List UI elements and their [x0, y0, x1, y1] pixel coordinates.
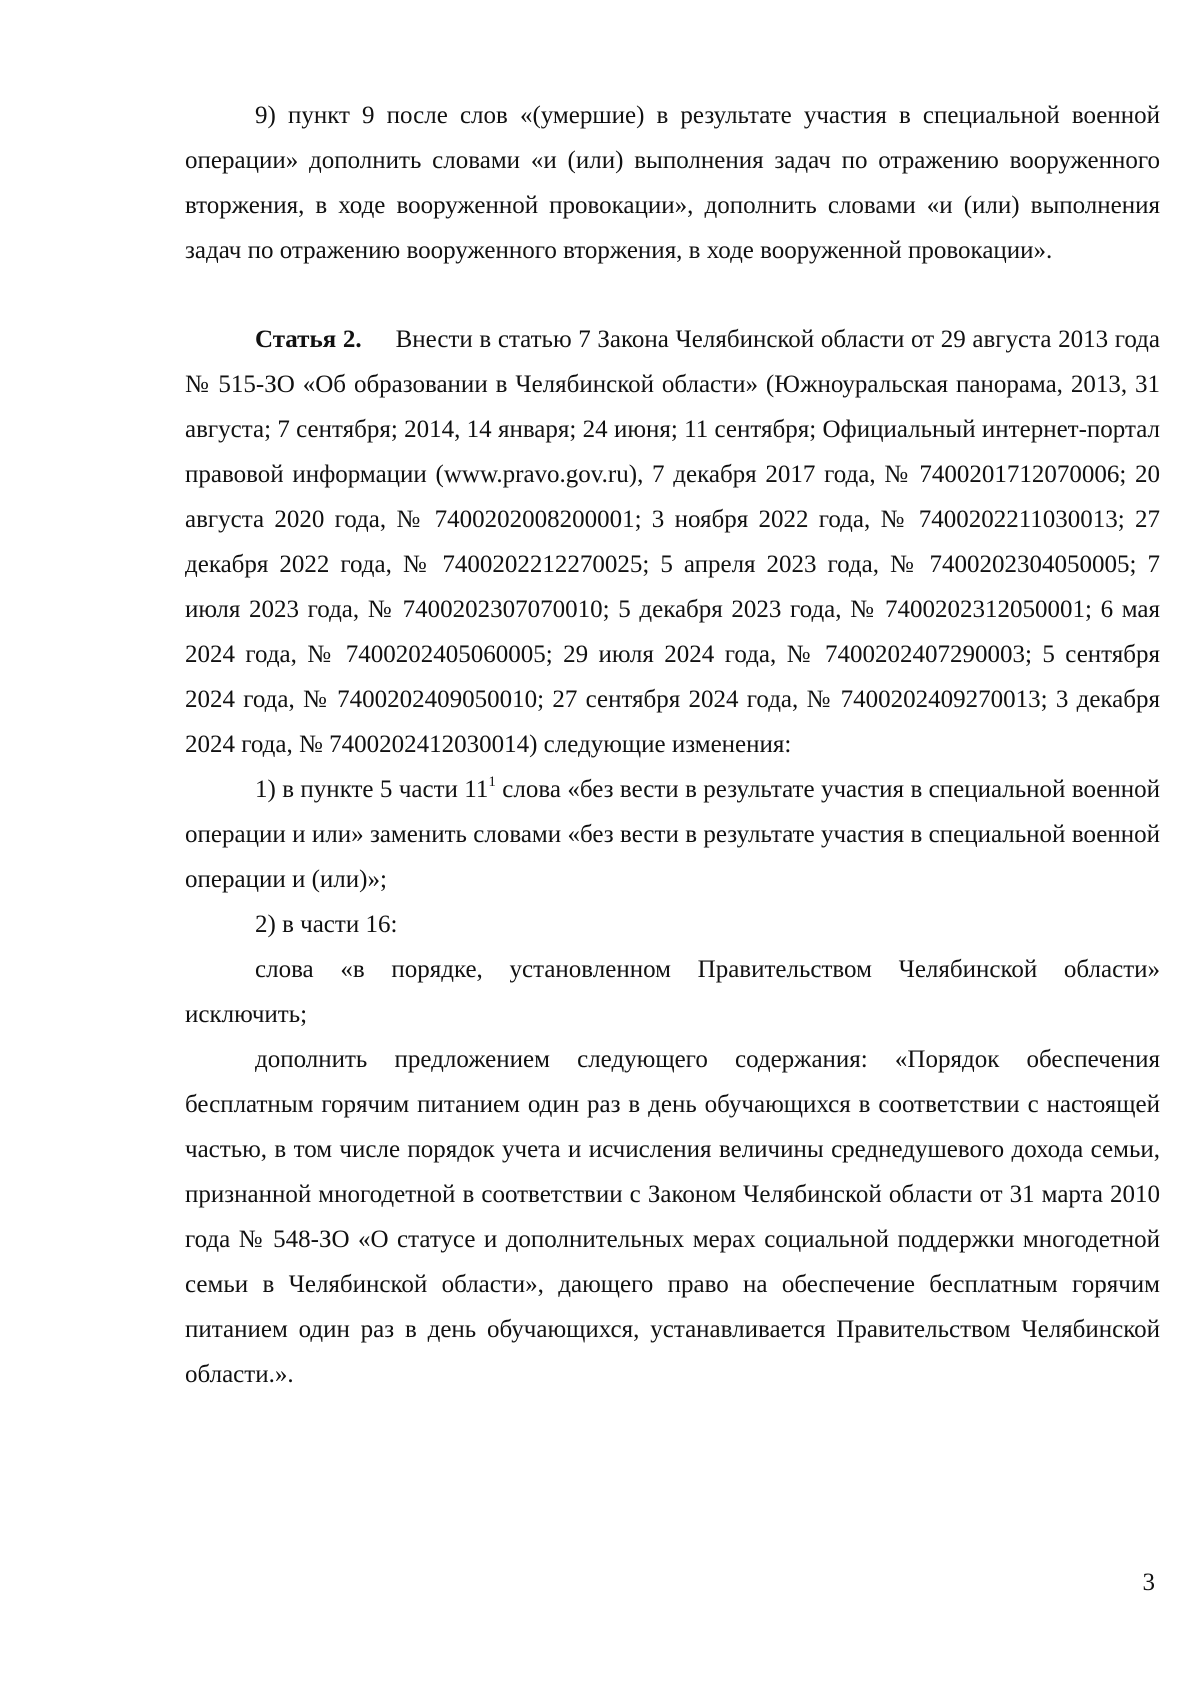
document-body [185, 93, 1160, 1397]
change-1-after: слова «без вести в результате участия в специальной военной операции и или» заменить словами «без вести в результате участия в специальной военной операции и (или)»; [185, 776, 1161, 893]
paragraph-change-2-intro: 2) в части 16: [255, 911, 398, 938]
article-2-text: Внести в статью 7 Закона Челябинской области от 29 августа 2013 года № 515-ЗО «Об образовании в Челябинской области» (Южноуральская панорама, 2013, 31 августа; 7 сентября; 2014, 14 января; 24 июня; 11 сентября; Официальный интернет-портал правовой информации (www.pravo.gov.ru), 7 декабря 2017 года, № 7400201712070006; 20 августа 2020 года, № 7400202008200001; 3 ноября 2022 года, № 7400202211030013; 27 декабря 2022 года, № 7400202212270025; 5 апреля 2023 года, № 7400202304050005; 7 июля 2023 года, № 7400202307070010; 5 декабря 2023 года, № 7400202312050001; 6 мая 2024 года, № 7400202405060005; 29 июля 2024 года, № 7400202407290003; 5 сентября 2024 года, № 7400202409050010; 27 сентября 2024 года, № 7400202409270013; 3 декабря 2024 года, № 7400202412030014) следующие изменения: [185, 326, 1160, 758]
article-2-label: Статья 2. [255, 326, 362, 353]
paragraph-change-1 [185, 767, 1160, 902]
paragraph-change-2-a: слова «в порядке, установленном Правительством Челябинской области» исключить; [185, 956, 1160, 1028]
paragraph-article-2 [185, 317, 1160, 767]
change-1-superscript: 1 [488, 774, 496, 790]
paragraph-item-9: 9) пункт 9 после слов «(умершие) в результате участия в специальной военной операции» дополнить словами «и (или) выполнения задач по отражению вооруженного вторжения, в ходе вооруженной провокации», дополнить словами «и (или) выполнения задач по отражению вооруженного вторжения, в ходе вооруженной провокации». [185, 102, 1160, 264]
change-1-before: 1) в пункте 5 части 11 [255, 776, 489, 803]
page-number: 3 [1142, 1569, 1155, 1596]
paragraph-change-2-b: дополнить предложением следующего содержания: «Порядок обеспечения бесплатным горячим питанием один раз в день обучающихся в соответствии с настоящей частью, в том числе порядок учета и исчисления величины среднедушевого дохода семьи, признанной многодетной в соответствии с Законом Челябинской области от 31 марта 2010 года № 548-ЗО «О статусе и дополнительных мерах социальной поддержки многодетной семьи в Челябинской области», дающего право на обеспечение бесплатным горячим питанием один раз в день обучающихся, устанавливается Правительством Челябинской области.». [185, 1046, 1160, 1388]
paragraph-spacer [185, 273, 1160, 317]
